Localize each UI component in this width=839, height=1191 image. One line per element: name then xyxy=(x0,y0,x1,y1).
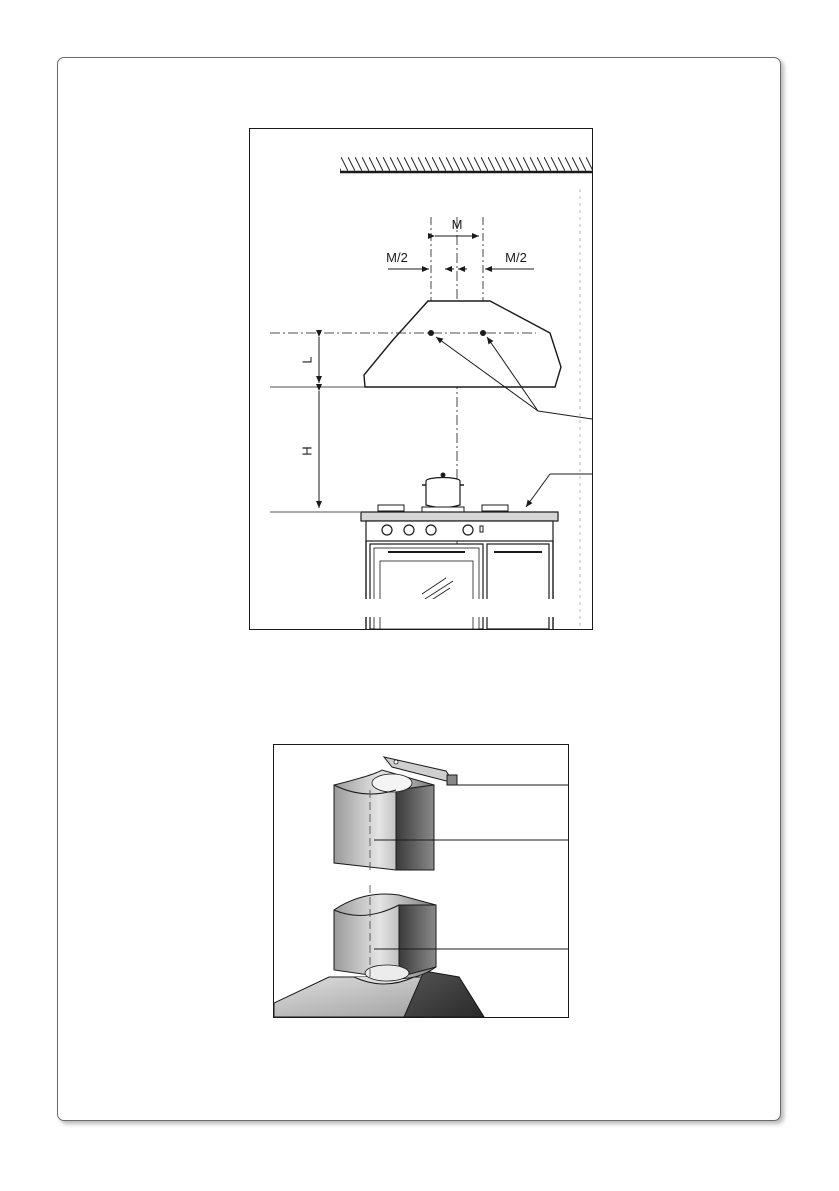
dimension-m-half-left-label: M/2 xyxy=(386,250,408,265)
installation-dimensions-figure xyxy=(249,128,593,630)
ceiling xyxy=(340,157,592,172)
dimension-m-half-left xyxy=(386,250,454,269)
installation-dimensions-drawing xyxy=(250,129,592,629)
left-fixing-hole xyxy=(428,330,434,336)
lower-chimney-section xyxy=(334,885,436,981)
chimney-sections-drawing xyxy=(274,745,568,1017)
chimney-sections-figure xyxy=(273,744,569,1018)
hood-body xyxy=(364,301,561,387)
dimension-m xyxy=(435,217,479,236)
dimension-h-label: H xyxy=(299,446,315,456)
dimension-m-half-right-label: M/2 xyxy=(505,250,527,265)
cooking-pot xyxy=(422,473,464,508)
dimension-m-label: M xyxy=(451,217,463,232)
upper-chimney-section xyxy=(334,770,434,870)
dimension-h xyxy=(299,391,319,508)
dimension-l-label: L xyxy=(299,356,315,364)
dimension-m-half-right xyxy=(458,250,534,269)
cooker xyxy=(358,512,558,629)
dimension-l xyxy=(299,337,319,383)
right-fixing-hole xyxy=(480,330,486,336)
hob-leader-line xyxy=(526,474,592,507)
